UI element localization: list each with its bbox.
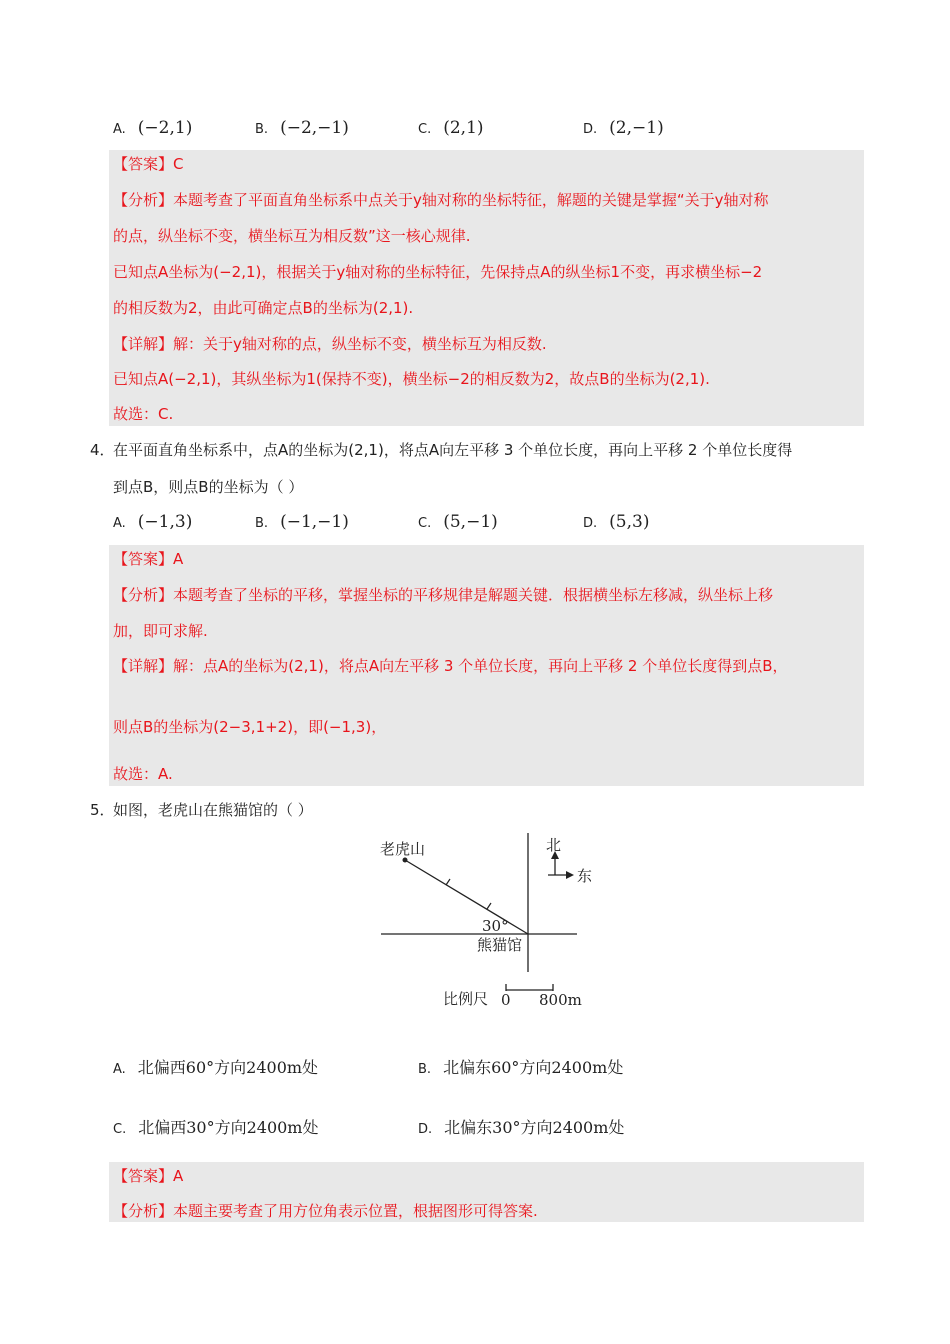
q3-option-b[interactable] [255, 118, 349, 140]
q4-option-d[interactable] [583, 512, 649, 534]
q3-analysis-line3: 已知点A坐标为(−2,1)，根据关于y轴对称的坐标特征，先保持点A的纵坐标1不变，再求横坐标−2 [113, 263, 763, 281]
option-value: 北偏西30°方向2400m处 [138, 1118, 319, 1137]
q3-answer: 【答案】C [113, 155, 184, 173]
option-value: (−1,3) [137, 512, 193, 532]
q4-detail-line1: 【详解】解：点A的坐标为(2,1)，将点A向左平移 3 个单位长度，再向上平移 2 个单位长度得到点B， [113, 657, 788, 675]
q4-detail-line2: 则点B的坐标为(2−3,1+2)，即(−1,3)， [113, 718, 387, 736]
option-value: (5,−1) [443, 512, 498, 532]
scale-length-label: 800m [539, 991, 582, 1009]
tick-mark [446, 879, 450, 885]
q3-option-a[interactable] [113, 118, 192, 140]
angle-label: 30° [482, 917, 509, 935]
option-value: (−2,−1) [280, 118, 349, 138]
option-value: (2,1) [443, 118, 484, 138]
option-label: C. [418, 516, 432, 531]
q4-number: 4． [90, 441, 115, 459]
q3-analysis-line4: 的相反数为2，由此可确定点B的坐标为(2,1). [113, 299, 414, 317]
q4-option-b[interactable] [255, 512, 349, 534]
q4-option-c[interactable] [418, 512, 498, 534]
q3-option-d[interactable] [583, 118, 664, 140]
q5-option-a[interactable] [113, 1058, 318, 1080]
option-value: 北偏西60°方向2400m处 [137, 1058, 319, 1077]
north-label: 北 [546, 836, 562, 854]
option-label: A. [113, 1062, 126, 1077]
q3-analysis-line2: 的点，纵坐标不变，横坐标互为相反数”这一核心规律. [113, 227, 471, 245]
q3-option-c[interactable] [418, 118, 484, 140]
option-label: D. [583, 122, 598, 137]
q4-option-a[interactable] [113, 512, 192, 534]
tiger-mountain-point [403, 858, 408, 863]
option-label: A. [113, 516, 126, 531]
option-value: (2,−1) [609, 118, 664, 138]
q4-choice: 故选：A. [113, 765, 173, 783]
q3-choice: 故选：C. [113, 405, 174, 423]
east-label: 东 [577, 867, 593, 885]
q3-analysis-line1: 【分析】本题考查了平面直角坐标系中点关于y轴对称的坐标特征，解题的关键是掌握“关于y轴对称 [113, 191, 769, 209]
q5-direction-figure [370, 828, 610, 1018]
option-label: B. [255, 122, 269, 137]
q4-stem-line1: 在平面直角坐标系中，点A的坐标为(2,1)，将点A向左平移 3 个单位长度，再向上平移 2 个单位长度得 [113, 441, 793, 459]
option-label: B. [255, 516, 269, 531]
option-label: C. [418, 122, 432, 137]
option-label: D. [583, 516, 598, 531]
option-label: D. [418, 1122, 433, 1137]
option-value: (−2,1) [137, 118, 193, 138]
q4-analysis-line1: 【分析】本题考查了坐标的平移，掌握坐标的平移规律是解题关键．根据横坐标左移减，纵坐标上移 [113, 586, 774, 604]
q4-answer: 【答案】A [113, 550, 184, 568]
q5-answer: 【答案】A [113, 1167, 184, 1185]
q3-detail-line2: 已知点A(−2,1)，其纵坐标为1(保持不变)，横坐标−2的相反数为2，故点B的坐标为(2,1). [113, 370, 710, 388]
option-label: B. [418, 1062, 432, 1077]
q5-number: 5． [90, 801, 115, 819]
direction-line [405, 860, 528, 934]
tick-mark [487, 903, 491, 909]
q3-detail-line1: 【详解】解：关于y轴对称的点，纵坐标不变，横坐标互为相反数. [113, 335, 547, 353]
q5-analysis: 【分析】本题主要考查了用方位角表示位置，根据图形可得答案. [113, 1202, 538, 1220]
q4-stem-line2: 到点B，则点B的坐标为（ ） [113, 478, 304, 496]
tiger-mountain-label: 老虎山 [380, 840, 426, 858]
option-label: A. [113, 122, 126, 137]
option-value: (5,3) [609, 512, 650, 532]
compass-east-arrowhead [566, 871, 574, 879]
q5-option-b[interactable] [418, 1058, 623, 1080]
option-value: 北偏东60°方向2400m处 [443, 1058, 624, 1077]
q4-analysis-line2: 加，即可求解. [113, 622, 208, 640]
option-value: 北偏东30°方向2400m处 [444, 1118, 625, 1137]
q5-option-c[interactable] [113, 1118, 318, 1140]
option-value: (−1,−1) [280, 512, 349, 532]
q5-stem: 如图，老虎山在熊猫馆的（ ） [113, 801, 313, 819]
scale-label: 比例尺 [443, 990, 489, 1008]
scale-zero-label: 0 [501, 991, 511, 1009]
panda-house-label: 熊猫馆 [477, 936, 523, 954]
q5-option-d[interactable] [418, 1118, 624, 1140]
option-label: C. [113, 1122, 127, 1137]
